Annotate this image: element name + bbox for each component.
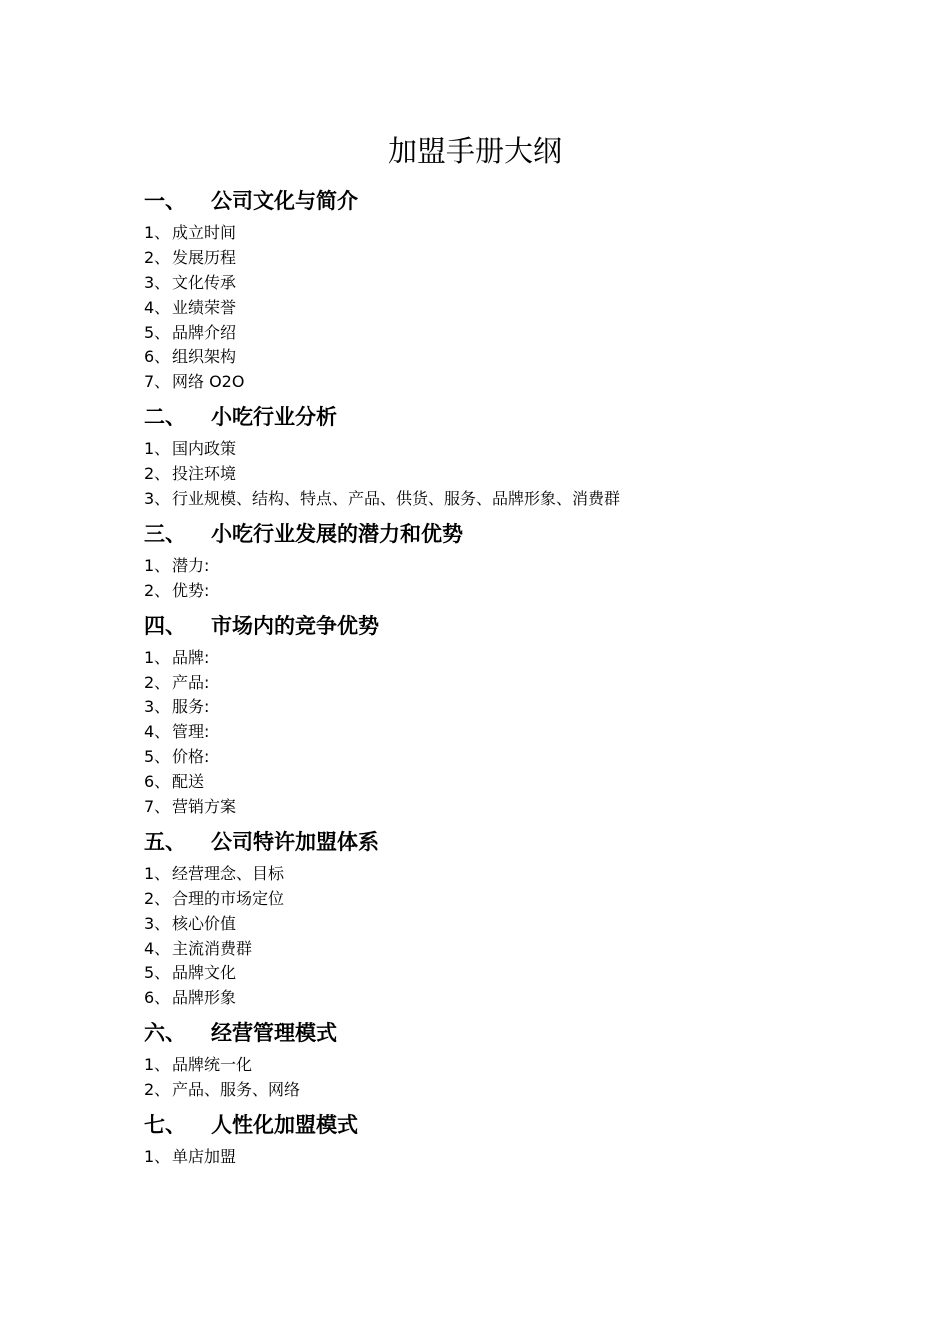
list-item <box>144 487 844 512</box>
section-title: 公司特许加盟体系 <box>211 829 379 854</box>
list-item-number: 1、 <box>144 863 171 883</box>
list-item-number: 7、 <box>144 372 171 392</box>
list-item-number: 4、 <box>144 938 171 958</box>
section-heading <box>144 516 844 550</box>
list-item <box>144 961 844 986</box>
list-item <box>144 671 844 696</box>
list-item-text: 品牌形象 <box>172 988 237 1008</box>
list-item <box>144 795 844 820</box>
list-item-text: 合理的市场定位 <box>172 888 285 908</box>
section-title: 公司文化与简介 <box>211 189 358 213</box>
list-item-text: 单店加盟 <box>172 1147 237 1167</box>
list-item-text: 配送 <box>172 772 205 792</box>
list-item <box>144 720 844 745</box>
list-item-text: 主流消费群 <box>172 938 253 958</box>
list-item-number: 1、 <box>144 555 171 575</box>
list-item-text: 产品、服务、网络 <box>172 1080 301 1100</box>
list-item-text: 业绩荣誉 <box>172 297 237 317</box>
list-item-number: 5、 <box>144 963 171 983</box>
list-item-text: 行业规模、结构、特点、产品、供货、服务、品牌形象、消费群 <box>172 489 621 509</box>
list-item <box>144 646 844 671</box>
list-item-number: 5、 <box>144 322 171 342</box>
section-heading <box>144 183 844 217</box>
section-number: 七、 <box>144 1113 186 1138</box>
section-title: 人性化加盟模式 <box>211 1113 358 1138</box>
section-item-list <box>144 1053 844 1103</box>
list-item-number: 1、 <box>144 223 171 242</box>
section-heading <box>144 1015 844 1049</box>
list-item <box>144 437 844 462</box>
section-number: 四、 <box>144 613 186 638</box>
list-item-number: 2、 <box>144 1080 171 1100</box>
section-title: 经营管理模式 <box>211 1021 337 1046</box>
list-item-text: 成立时间 <box>172 223 237 242</box>
list-item-number: 3、 <box>144 489 171 509</box>
section-heading <box>144 399 844 433</box>
section-heading <box>144 1107 844 1141</box>
list-item-number: 3、 <box>144 697 171 717</box>
outline-section <box>144 824 844 1011</box>
outline-section <box>144 183 844 395</box>
list-item <box>144 912 844 937</box>
list-item-number: 1、 <box>144 647 171 667</box>
list-item-number: 2、 <box>144 672 171 692</box>
list-item-number: 2、 <box>144 888 171 908</box>
section-number: 五、 <box>144 829 186 854</box>
list-item-number: 6、 <box>144 988 171 1008</box>
section-item-list <box>144 862 844 1011</box>
list-item <box>144 1053 844 1078</box>
list-item <box>144 1078 844 1103</box>
list-item-text: 投注环境 <box>172 464 237 484</box>
outline-section <box>144 608 844 820</box>
list-item-text: 文化传承 <box>172 272 237 292</box>
list-item-number: 2、 <box>144 247 171 267</box>
list-item-text: 品牌介绍 <box>172 322 237 342</box>
outline-section <box>144 1015 844 1103</box>
list-item <box>144 554 844 579</box>
list-item-number: 5、 <box>144 747 171 767</box>
section-number: 六、 <box>144 1021 186 1046</box>
list-item <box>144 695 844 720</box>
list-item-text: 网络 O2O <box>172 372 245 392</box>
list-item <box>144 271 844 296</box>
list-item-number: 3、 <box>144 913 171 933</box>
list-item-text: 潜力: <box>172 555 210 575</box>
list-item <box>144 745 844 770</box>
list-item-number: 3、 <box>144 272 171 292</box>
list-item-text: 国内政策 <box>172 439 237 459</box>
list-item-text: 品牌: <box>172 647 210 667</box>
section-heading <box>144 608 844 642</box>
list-item-text: 组织架构 <box>172 347 237 367</box>
list-item <box>144 887 844 912</box>
list-item <box>144 321 844 346</box>
outline-section <box>144 399 844 512</box>
list-item-number: 2、 <box>144 464 171 484</box>
section-title: 小吃行业分析 <box>211 405 337 430</box>
list-item-text: 品牌文化 <box>172 963 237 983</box>
list-item <box>144 579 844 604</box>
list-item-text: 优势: <box>172 580 210 600</box>
list-item-number: 1、 <box>144 1147 171 1167</box>
section-number: 一、 <box>144 189 186 213</box>
list-item-text: 经营理念、目标 <box>172 863 285 883</box>
list-item-text: 品牌统一化 <box>172 1055 253 1075</box>
list-item <box>144 862 844 887</box>
list-item <box>144 370 844 395</box>
outline-section <box>144 516 844 604</box>
section-item-list <box>144 646 844 820</box>
outline-section <box>144 1107 844 1170</box>
section-heading <box>144 824 844 858</box>
list-item-number: 2、 <box>144 580 171 600</box>
list-item <box>144 937 844 962</box>
list-item <box>144 246 844 271</box>
list-item <box>144 296 844 321</box>
list-item <box>144 462 844 487</box>
list-item-number: 4、 <box>144 297 171 317</box>
document-title: 加盟手册大纲 <box>387 134 562 168</box>
list-item <box>144 770 844 795</box>
section-title: 小吃行业发展的潜力和优势 <box>211 521 463 546</box>
list-item <box>144 221 844 246</box>
outline-sections <box>144 183 844 1174</box>
list-item-number: 4、 <box>144 722 171 742</box>
list-item-text: 服务: <box>172 697 210 717</box>
section-title: 市场内的竞争优势 <box>211 613 379 638</box>
list-item-text: 管理: <box>172 722 210 742</box>
section-item-list <box>144 554 844 604</box>
list-item <box>144 345 844 370</box>
section-item-list <box>144 437 844 512</box>
list-item-text: 产品: <box>172 672 210 692</box>
list-item-text: 营销方案 <box>172 797 237 817</box>
list-item-number: 1、 <box>144 1055 171 1075</box>
list-item-text: 价格: <box>172 747 210 767</box>
list-item-number: 7、 <box>144 797 171 817</box>
list-item-number: 6、 <box>144 772 171 792</box>
list-item-number: 1、 <box>144 439 171 459</box>
list-item-number: 6、 <box>144 347 171 367</box>
list-item <box>144 1145 844 1170</box>
section-number: 三、 <box>144 521 186 546</box>
section-item-list <box>144 221 844 395</box>
list-item <box>144 986 844 1011</box>
list-item-text: 发展历程 <box>172 247 237 267</box>
list-item-text: 核心价值 <box>172 913 237 933</box>
section-item-list <box>144 1145 844 1170</box>
section-number: 二、 <box>144 405 186 430</box>
